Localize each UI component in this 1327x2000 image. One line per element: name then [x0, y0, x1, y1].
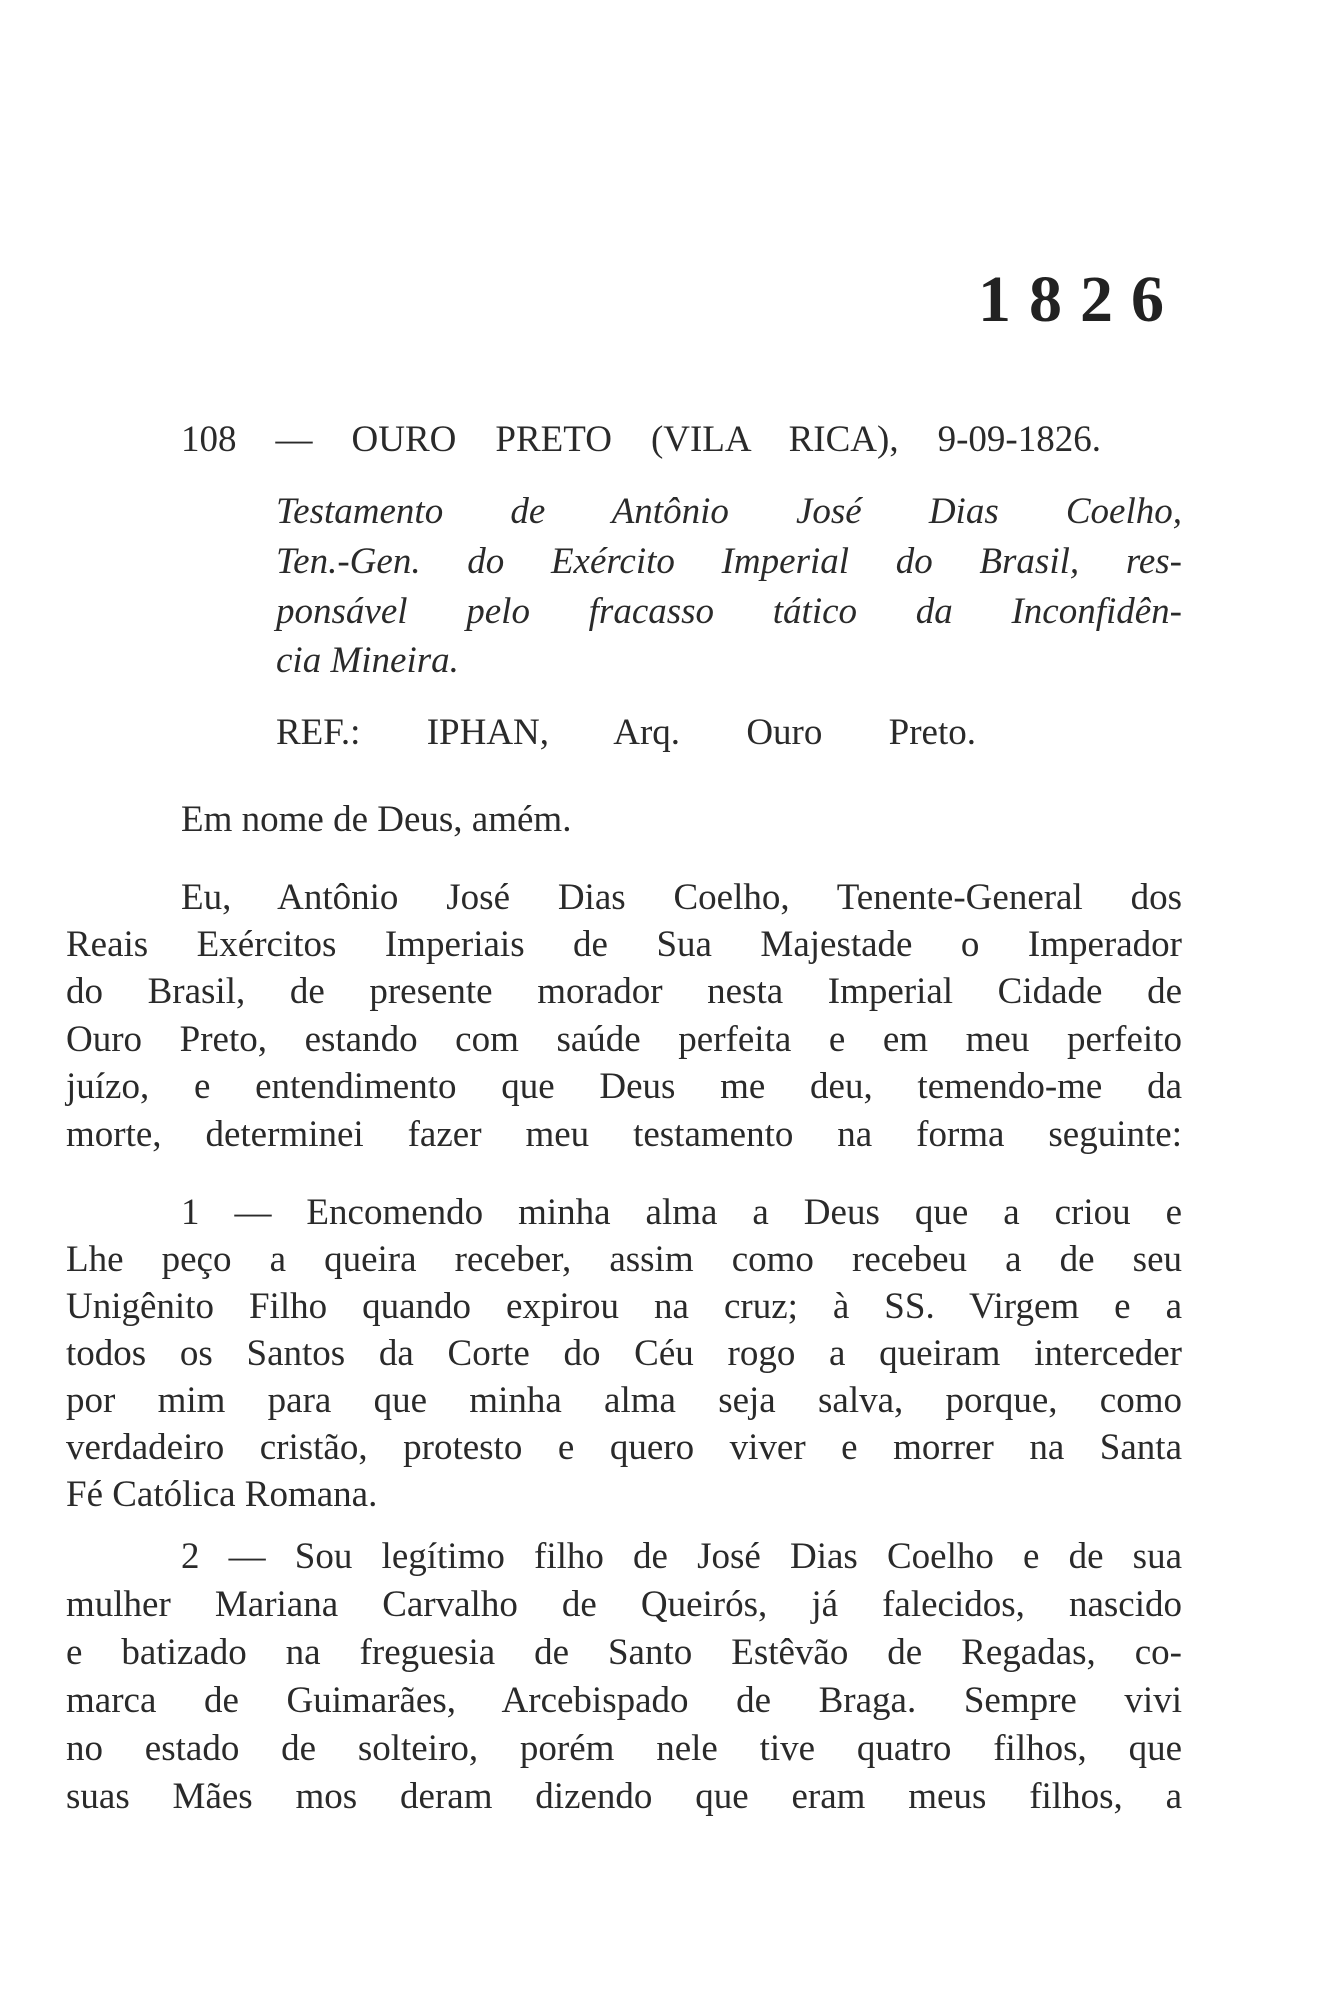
- body-line: morte, determinei fazer meu testamento na forma seguinte:: [66, 1114, 1182, 1155]
- invocation: Em nome de Deus, amém.: [181, 799, 572, 840]
- body-line: 1 — Encomendo minha alma a Deus que a criou e: [181, 1192, 1182, 1233]
- body-line: verdadeiro cristão, protesto e quero viver e morrer na Santa: [66, 1427, 1182, 1468]
- body-line: mulher Mariana Carvalho de Queirós, já falecidos, nascido: [66, 1584, 1182, 1625]
- body-line: Unigênito Filho quando expirou na cruz; à SS. Virgem e a: [66, 1286, 1182, 1327]
- summary-line: ponsável pelo fracasso tático da Inconfidên-: [276, 591, 1182, 632]
- body-line: no estado de solteiro, porém nele tive quatro filhos, que: [66, 1728, 1182, 1769]
- body-line: por mim para que minha alma seja salva, porque, como: [66, 1380, 1182, 1421]
- summary-line: cia Mineira.: [276, 640, 459, 681]
- body-line: Reais Exércitos Imperiais de Sua Majestade o Imperador: [66, 924, 1182, 965]
- body-line: todos os Santos da Corte do Céu rogo a queiram interceder: [66, 1333, 1182, 1374]
- body-line: 2 — Sou legítimo filho de José Dias Coelho e de sua: [181, 1536, 1182, 1577]
- reference: REF.: IPHAN, Arq. Ouro Preto.: [276, 712, 976, 753]
- body-line: marca de Guimarães, Arcebispado de Braga. Sempre vivi: [66, 1680, 1182, 1721]
- body-line: Eu, Antônio José Dias Coelho, Tenente-General dos: [181, 877, 1182, 918]
- body-line: juízo, e entendimento que Deus me deu, temendo-me da: [66, 1066, 1182, 1107]
- body-line: Fé Católica Romana.: [66, 1474, 378, 1515]
- body-line: Ouro Preto, estando com saúde perfeita e em meu perfeito: [66, 1019, 1182, 1060]
- summary-line: Testamento de Antônio José Dias Coelho,: [276, 491, 1182, 532]
- body-line: do Brasil, de presente morador nesta Imperial Cidade de: [66, 971, 1182, 1012]
- body-line: e batizado na freguesia de Santo Estêvão de Regadas, co-: [66, 1632, 1182, 1673]
- body-line: suas Mães mos deram dizendo que eram meus filhos, a: [66, 1776, 1182, 1817]
- entry-title: 108 — OURO PRETO (VILA RICA), 9-09-1826.: [181, 419, 1101, 460]
- year-heading: 1826: [978, 263, 1182, 336]
- summary-line: Ten.-Gen. do Exército Imperial do Brasil, res-: [276, 541, 1182, 582]
- body-line: Lhe peço a queira receber, assim como recebeu a de seu: [66, 1239, 1182, 1280]
